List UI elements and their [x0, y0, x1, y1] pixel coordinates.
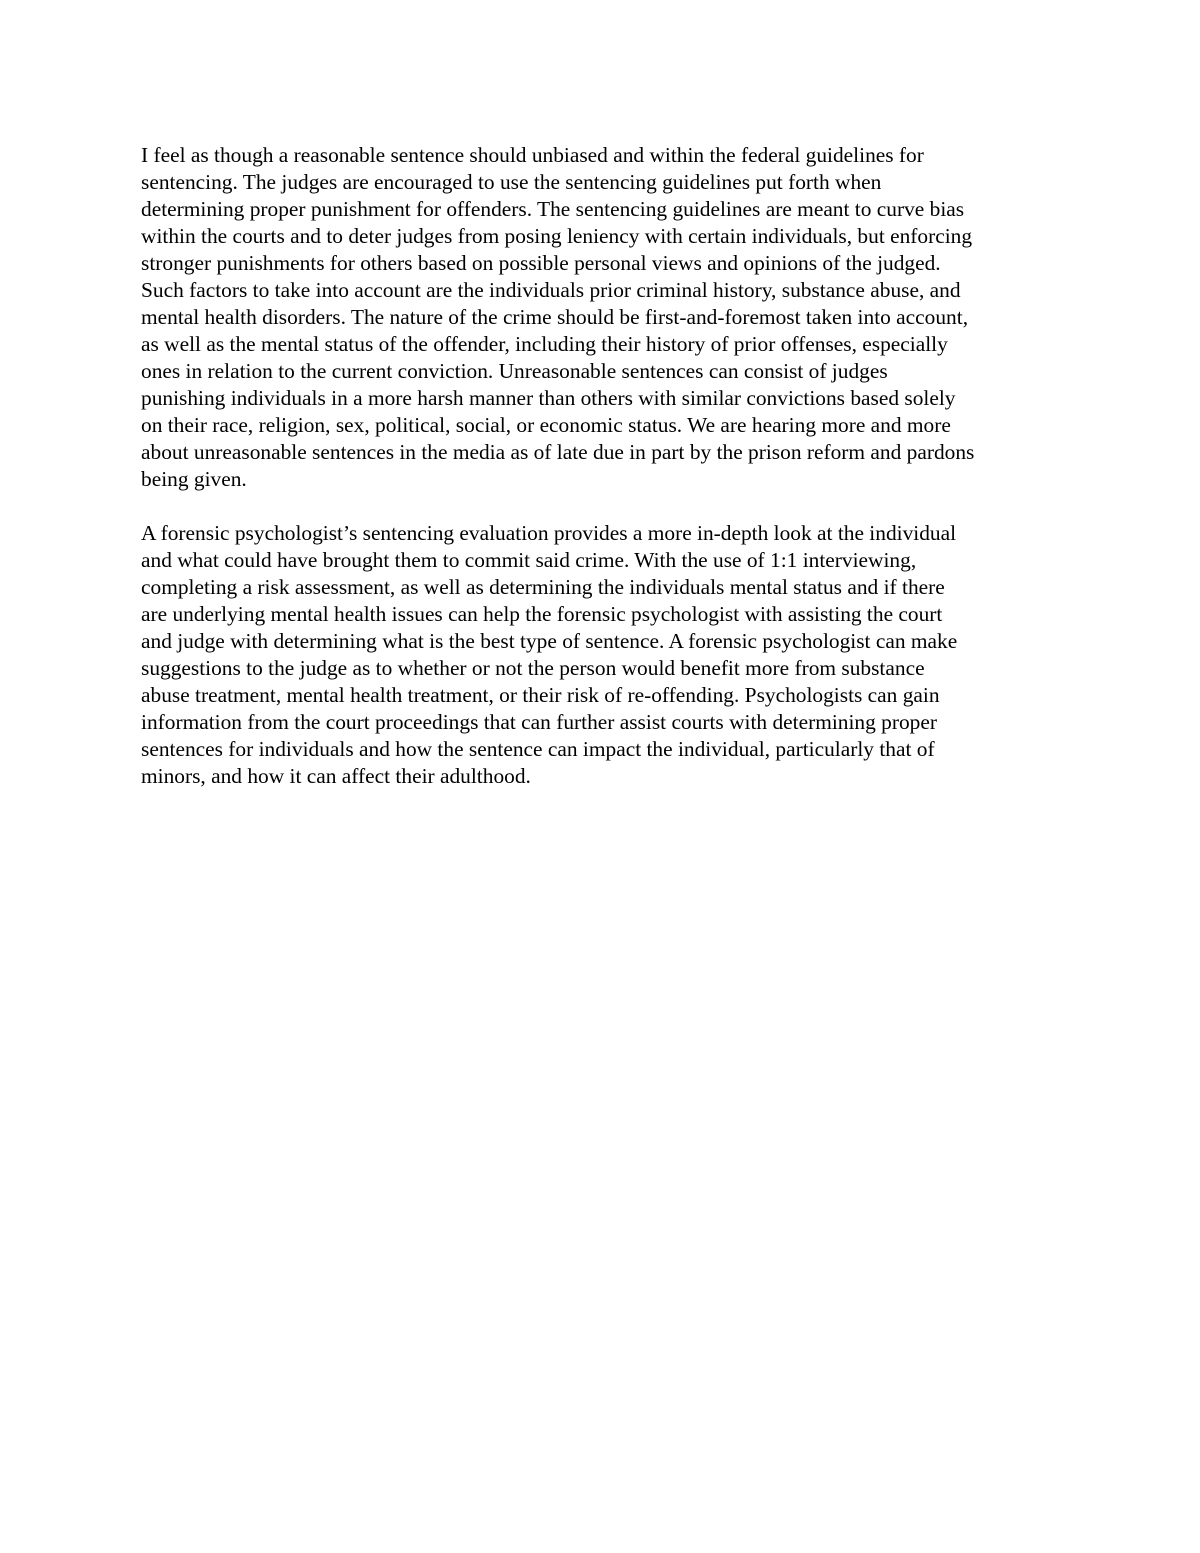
text-line: being given. [141, 467, 247, 491]
text-line: about unreasonable sentences in the media as of late due in part by the prison reform and pardons [141, 440, 975, 464]
text-line: Such factors to take into account are the individuals prior criminal history, substance abuse, and [141, 278, 961, 302]
text-line: determining proper punishment for offenders. The sentencing guidelines are meant to curve bias [141, 197, 965, 221]
document-body [141, 142, 1061, 817]
text-line: mental health disorders. The nature of the crime should be first-and-foremost taken into account, [141, 305, 969, 329]
text-line: suggestions to the judge as to whether or not the person would benefit more from substance [141, 656, 925, 680]
text-line: sentences for individuals and how the sentence can impact the individual, particularly that of [141, 737, 935, 761]
text-line: completing a risk assessment, as well as determining the individuals mental status and if there [141, 575, 945, 599]
text-line: information from the court proceedings that can further assist courts with determining proper [141, 710, 937, 734]
text-line: abuse treatment, mental health treatment, or their risk of re-offending. Psychologists can gain [141, 683, 940, 707]
text-line: I feel as though a reasonable sentence should unbiased and within the federal guidelines for [141, 143, 924, 167]
text-line: punishing individuals in a more harsh manner than others with similar convictions based solely [141, 386, 956, 410]
text-line: ones in relation to the current conviction. Unreasonable sentences can consist of judges [141, 359, 888, 383]
text-line: within the courts and to deter judges from posing leniency with certain individuals, but enforcing [141, 224, 973, 248]
text-line: A forensic psychologist’s sentencing evaluation provides a more in-depth look at the individual [141, 521, 957, 545]
text-line: as well as the mental status of the offender, including their history of prior offenses, especially [141, 332, 948, 356]
paragraph-1 [141, 142, 1061, 493]
text-line: are underlying mental health issues can help the forensic psychologist with assisting the court [141, 602, 943, 626]
text-line: stronger punishments for others based on possible personal views and opinions of the judged. [141, 251, 941, 275]
text-line: and what could have brought them to commit said crime. With the use of 1:1 interviewing, [141, 548, 917, 572]
paragraph-2 [141, 520, 1061, 790]
text-line: minors, and how it can affect their adulthood. [141, 764, 531, 788]
text-line: and judge with determining what is the best type of sentence. A forensic psychologist can make [141, 629, 958, 653]
text-line: sentencing. The judges are encouraged to use the sentencing guidelines put forth when [141, 170, 882, 194]
text-line: on their race, religion, sex, political, social, or economic status. We are hearing more and more [141, 413, 951, 437]
